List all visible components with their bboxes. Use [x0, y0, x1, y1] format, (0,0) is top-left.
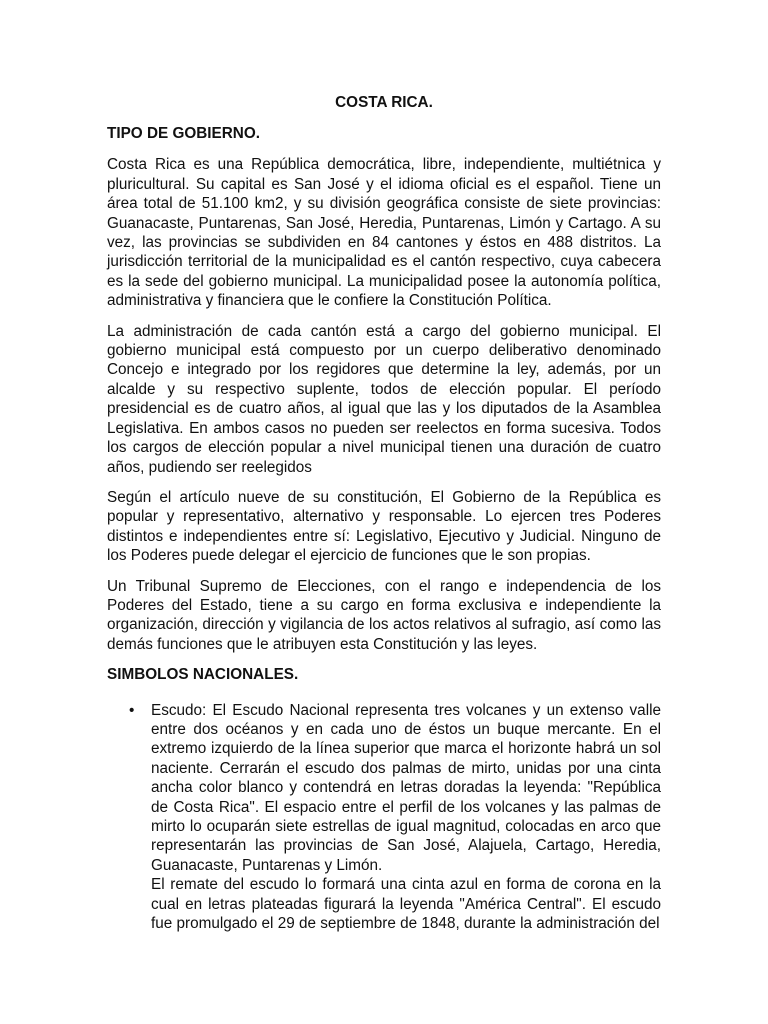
- paragraph: Según el artículo nueve de su constitución, El Gobierno de la República es popular y representativo, alternativo y responsable. Lo ejercen tres Poderes distintos e independientes entre sí: Legislativo, Ejecutivo y Judicial. Ninguno de los Poderes puede delegar el ejercicio de funciones que le son propias.: [107, 488, 661, 565]
- bullet-list: [107, 701, 661, 934]
- section-simbolos-nacionales: [107, 665, 661, 933]
- section-heading: TIPO DE GOBIERNO.: [107, 125, 260, 142]
- section-heading: SIMBOLOS NACIONALES.: [107, 666, 299, 684]
- paragraph: Un Tribunal Supremo de Elecciones, con el rango e independencia de los Poderes del Estado, tiene a su cargo en forma exclusiva e independiente la organización, dirección y vigilancia de los actos relativos al sufragio, así como las demás funciones que le atribuyen esta Constitución y las leyes.: [107, 577, 661, 653]
- paragraph: La administración de cada cantón está a cargo del gobierno municipal. El gobierno municipal está compuesto por un cuerpo deliberativo denominado Concejo e integrado por los regidores que determine la ley, además, por un alcalde y su respectivo suplente, todos de elección popular. El período presidencial es de cuatro años, al igual que las y los diputados de la Asamblea Legislativa. En ambos casos no pueden ser reelectos en forma sucesiva. Todos los cargos de elección popular a nivel municipal tienen una duración de cuatro años, pudiendo ser reelegidos: [107, 322, 661, 476]
- bullet-marker: •: [129, 701, 135, 719]
- paragraph: Costa Rica es una República democrática, libre, independiente, multiétnica y pluricultural. Su capital es San José y el idioma oficial es el español. Tiene un área total de 51.100 km2, y su división geográfica consiste de siete provincias: Guanacaste, Puntarenas, San José, Heredia, Puntarenas, Limón y Cartago. A su vez, las provincias se subdividen en 84 cantones y éstos en 488 distritos. La jurisdicción territorial de la municipalidad es el cantón respectivo, cuya cabecera es la sede del gobierno municipal. La municipalidad posee la autonomía política, administrativa y financiera que le confiere la Constitución Política.: [107, 156, 661, 310]
- bullet-paragraph: El remate del escudo lo formará una cinta azul en forma de corona en la cual en letras plateadas figurará la leyenda "América Central". El escudo fue promulgado el 29 de septiembre de 1848, durante la administración del: [151, 876, 661, 933]
- document-title: COSTA RICA.: [335, 94, 433, 111]
- document-body: [107, 93, 661, 933]
- bullet-paragraph: Escudo: El Escudo Nacional representa tres volcanes y un extenso valle entre dos océanos y en cada uno de éstos un buque mercante. En el extremo izquierdo de la línea superior que marca el horizonte habrá un sol naciente. Cerrarán el escudo dos palmas de mirto, unidas por una cinta ancha color blanco y contendrá en letras doradas la leyenda: "República de Costa Rica". El espacio entre el perfil de los volcanes y las palmas de mirto lo ocuparán siete estrellas de igual magnitud, colocadas en arco que representarán las provincias de San José, Alajuela, Cartago, Heredia, Guanacaste, Puntarenas y Limón.: [151, 701, 661, 874]
- list-item: [107, 701, 661, 934]
- section-tipo-de-gobierno: [107, 124, 661, 654]
